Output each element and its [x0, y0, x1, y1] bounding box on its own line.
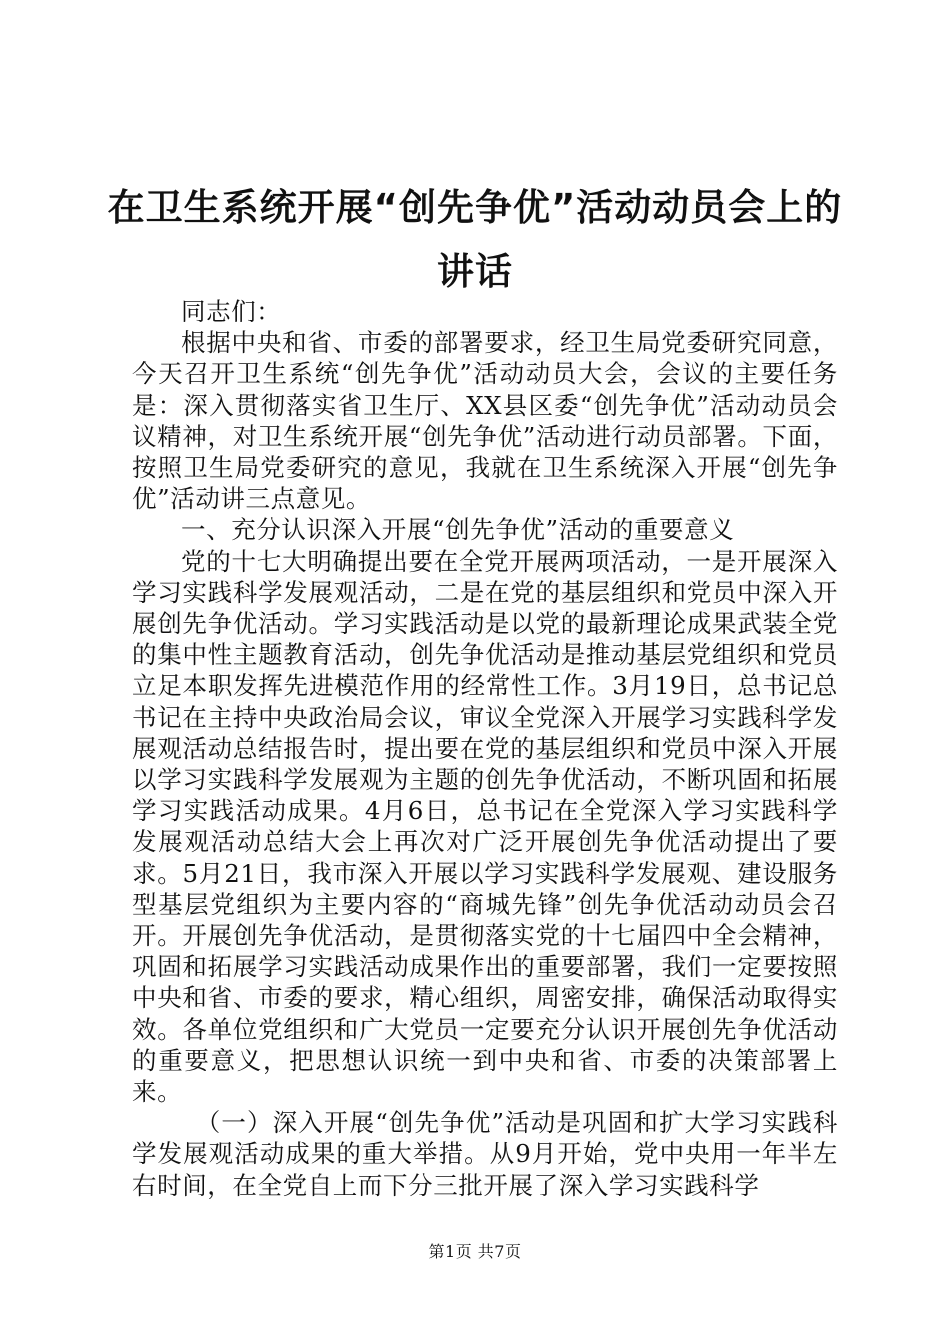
document-body	[132, 296, 838, 1201]
salutation: 同志们：	[181, 297, 282, 326]
document-title-line-2: 讲话	[437, 250, 513, 293]
document-title-line-1: 在卫生系统开展“创先争优”活动动员会上的	[107, 186, 843, 229]
paragraph-section-1: 党的十七大明确提出要在全党开展两项活动，一是开展深入学习实践科学发展观活动，二是在党的基层组织和党员中深入开展创先争优活动。学习实践活动是以党的最新理论成果武装全党的集中性主题教育活动，创先争优活动是推动基层党组织和党员立足本职发挥先进模范作用的经常性工作。3月19日，总书记总书记在主持中央政治局会议，审议全党深入开展学习实践科学发展观活动总结报告时，提出要在党的基层组织和党员中深入开展以学习实践科学发展观为主题的创先争优活动，不断巩固和拓展学习实践活动成果。4月6日，总书记在全党深入学习实践科学发展观活动总结大会上再次对广泛开展创先争优活动提出了要求。5月21日，我市深入开展以学习实践科学发展观、建设服务型基层党组织为主要内容的“商城先锋”创先争优活动动员会召开。开展创先争优活动，是贯彻落实党的十七届四中全会精神，巩固和拓展学习实践活动成果作出的重要部署，我们一定要按照中央和省、市委的要求，精心组织，周密安排，确保活动取得实效。各单位党组织和广大党员一定要充分认识开展创先争优活动的重要意义，把思想认识统一到中央和省、市委的决策部署上来。	[132, 546, 838, 1107]
section-heading-1: 一、充分认识深入开展“创先争优”活动的重要意义	[181, 515, 735, 545]
paragraph-intro: 根据中央和省、市委的部署要求，经卫生局党委研究同意，今天召开卫生系统“创先争优”活动动员大会，会议的主要任务是：深入贯彻落实省卫生厅、XX县区委“创先争优”活动动员会议精神，对卫生系统开展“创先争优”活动进行动员部署。下面，按照卫生局党委研究的意见，我就在卫生系统深入开展“创先争优”活动讲三点意见。	[132, 328, 838, 514]
paragraph-subsection-1: （一）深入开展“创先争优”活动是巩固和扩大学习实践科学发展观活动成果的重大举措。从9月开始，党中央用一年半左右时间，在全党自上而下分三批开展了深入学习实践科学	[132, 1108, 838, 1200]
page-footer: 第1页 共7页	[428, 1242, 522, 1261]
